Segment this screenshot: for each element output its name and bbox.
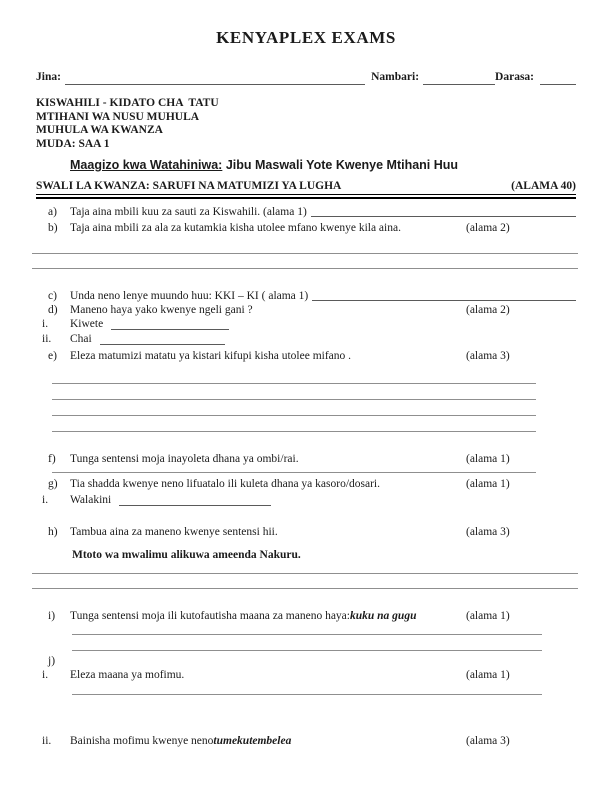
question-f-marks: (alama 1) [466, 453, 510, 465]
question-g-sub-i-answer-blank [119, 493, 271, 506]
question-g-marks: (alama 1) [466, 478, 510, 490]
course-duration-line: MUDA: SAA 1 [36, 137, 110, 150]
class-field-label: Darasa: [495, 71, 534, 83]
question-d-text: Maneno haya yako kwenye ngeli gani ? [70, 304, 253, 316]
question-a-label: a) [48, 206, 57, 218]
section-title: SWALI LA KWANZA: SARUFI NA MATUMIZI YA LUGHA [36, 180, 342, 192]
question-a-answer-blank [311, 205, 576, 217]
question-i [36, 609, 576, 623]
question-i-text: Tunga sentensi moja ili kutofautisha maana za maneno haya: [70, 610, 350, 622]
course-subject-line: KISWAHILI - KIDATO CHA TATU [36, 97, 219, 109]
question-d-sub-ii [36, 332, 576, 347]
question-d-marks: (alama 2) [466, 304, 510, 316]
section-divider-rule [36, 197, 576, 199]
answer-line [52, 384, 536, 400]
question-e [36, 349, 576, 363]
exam-title: KENYAPLEX EXAMS [216, 28, 396, 47]
question-d-sub-ii-text: Chai [70, 333, 92, 345]
question-j-sub-i [36, 668, 576, 682]
question-c-label: c) [48, 290, 57, 302]
question-b-text: Taja aina mbili za ala za kutamkia kisha utolee mfano kwenye kila aina. [70, 222, 401, 234]
answer-line [72, 635, 542, 651]
question-c-answer-blank [312, 289, 576, 301]
number-field-label: Nambari: [371, 71, 420, 83]
answer-line [52, 416, 536, 432]
candidate-instructions [70, 158, 576, 173]
question-d-sub-i-text: Kiwete [70, 318, 104, 330]
student-info-row [36, 70, 576, 85]
question-j-sub-ii-text: Bainisha mofimu kwenye neno [70, 735, 214, 747]
question-d-sub-i-answer-blank [111, 317, 229, 330]
question-h-text: Tambua aina za maneno kwenye sentensi hii. [70, 526, 278, 538]
question-f-label: f) [48, 453, 56, 465]
question-e-text: Eleza matumizi matatu ya kistari kifupi kisha utolee mifano . [70, 350, 352, 362]
question-f [36, 452, 576, 466]
class-field-blank [540, 71, 576, 85]
question-g-sub-i-label: i. [42, 494, 49, 506]
question-e-marks: (alama 3) [466, 350, 510, 362]
question-b-label: b) [48, 222, 58, 234]
question-e-label: e) [48, 350, 57, 362]
course-header-block [36, 97, 576, 151]
instructions-label: Maagizo kwa Watahiniwa: [70, 158, 223, 172]
question-a-text: Taja aina mbili kuu za sauti za Kiswahili. (alama 1) [70, 206, 307, 218]
number-field-blank [423, 71, 495, 85]
question-d-sub-ii-answer-blank [100, 332, 225, 345]
course-term-line: MUHULA WA KWANZA [36, 124, 163, 136]
question-d-sub-i [36, 317, 576, 332]
question-b [36, 221, 576, 235]
question-f-text: Tunga sentensi moja inayoleta dhana ya ombi/rai. [70, 453, 299, 465]
question-g-sub-i-text: Walakini [70, 494, 112, 506]
answer-line [32, 574, 578, 589]
answer-line [52, 466, 536, 473]
answer-line [32, 254, 578, 269]
name-field-label: Jina: [36, 71, 61, 83]
question-d-label: d) [48, 304, 58, 316]
answer-line [72, 682, 542, 695]
question-h-sentence: Mtoto wa mwalimu alikuwa ameenda Nakuru. [72, 549, 301, 561]
question-c [36, 289, 576, 303]
question-h [36, 525, 576, 539]
answer-line [32, 235, 578, 254]
answer-line [32, 562, 578, 574]
question-g [36, 477, 576, 491]
question-h-marks: (alama 3) [466, 526, 510, 538]
question-j-sub-ii [36, 734, 576, 748]
question-j-sub-ii-label: ii. [42, 735, 52, 747]
question-b-marks: (alama 2) [466, 222, 510, 234]
question-j-label: j) [48, 655, 56, 667]
question-j-sub-ii-emphasis: tumekutembelea [213, 735, 292, 747]
question-j-sub-i-text: Eleza maana ya mofimu. [70, 669, 185, 681]
question-j-sub-i-marks: (alama 1) [466, 669, 510, 681]
answer-line [52, 400, 536, 416]
question-j-sub-ii-marks: (alama 3) [466, 735, 510, 747]
answer-line [52, 363, 536, 384]
question-d-sub-i-label: i. [42, 318, 49, 330]
question-g-text: Tia shadda kwenye neno lifuatalo ili kuleta dhana ya kasoro/dosari. [70, 478, 380, 490]
answer-line [72, 623, 542, 635]
question-i-emphasis: kuku na gugu [349, 610, 417, 622]
question-d-sub-ii-label: ii. [42, 333, 52, 345]
course-exam-type-line: MTIHANI WA NUSU MUHULA [36, 110, 200, 123]
section-marks: (ALAMA 40) [511, 180, 576, 192]
question-h-label: h) [48, 526, 58, 538]
question-j-sub-i-label: i. [42, 669, 49, 681]
question-c-text: Unda neno lenye muundo huu: KKI – KI ( alama 1) [70, 290, 309, 302]
question-j [36, 654, 576, 668]
instructions-text: Jibu Maswali Yote Kwenye Mtihani Huu [225, 158, 459, 172]
question-i-marks: (alama 1) [466, 610, 510, 622]
section-header [36, 179, 576, 195]
question-d [36, 303, 576, 317]
question-a [36, 205, 576, 219]
question-g-sub-i [36, 493, 576, 508]
question-i-label: i) [48, 610, 56, 622]
name-field-blank [65, 71, 365, 85]
question-g-label: g) [48, 478, 58, 490]
